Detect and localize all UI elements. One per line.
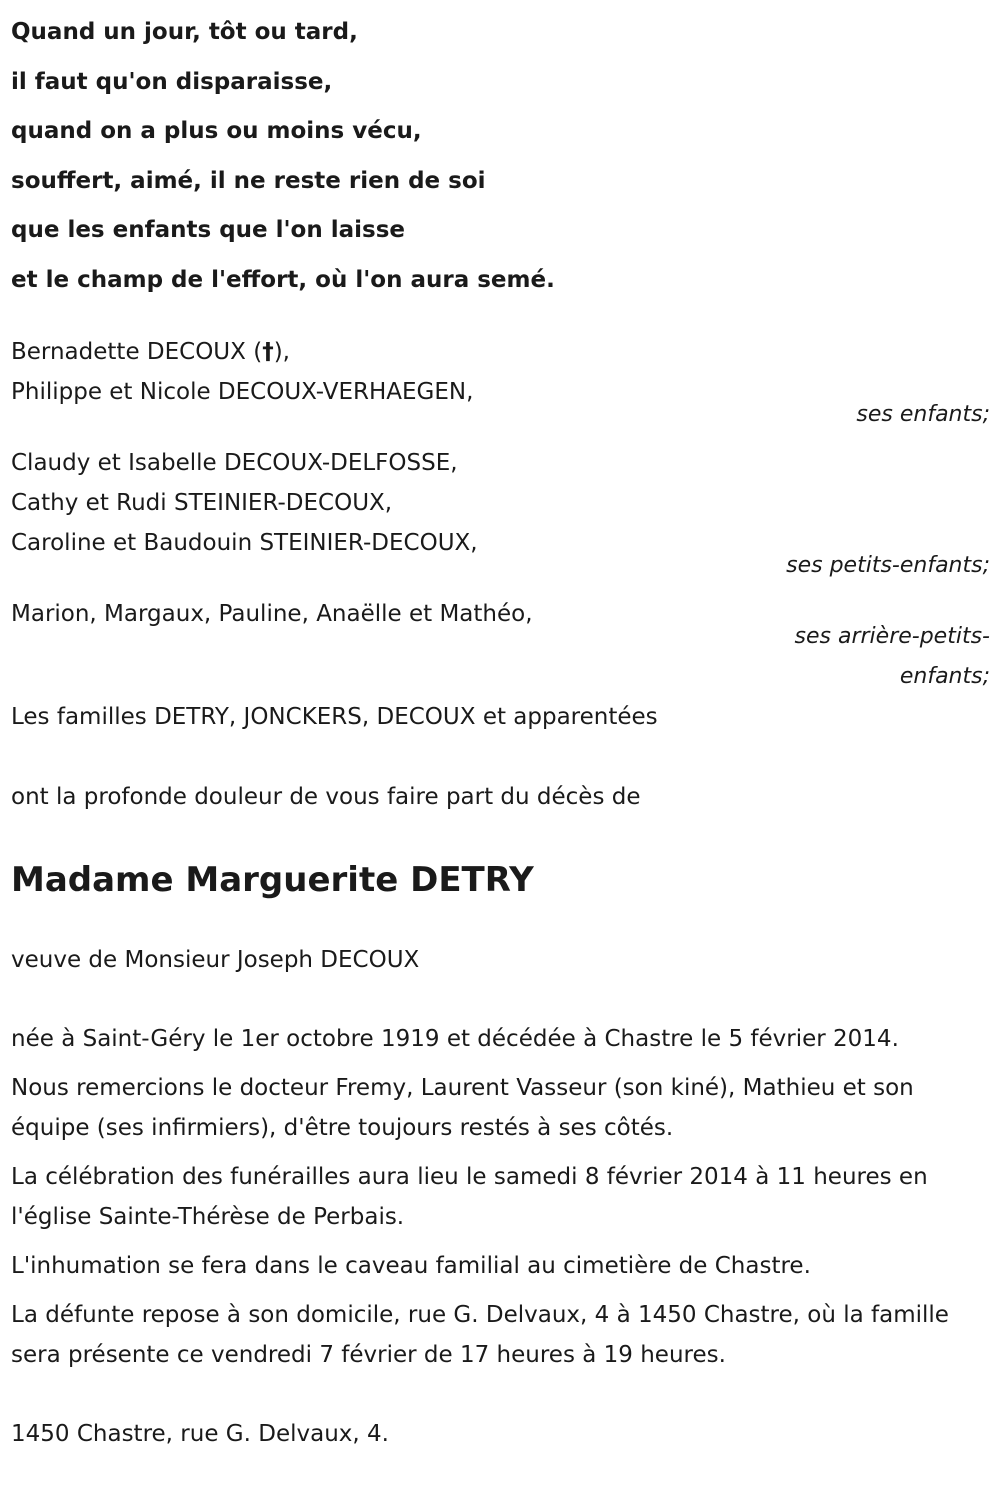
poem-line: quand on a plus ou moins vécu,: [11, 118, 422, 144]
announcement: ont la profonde douleur de vous faire part du décès de: [11, 784, 641, 810]
grandchild-line: Claudy et Isabelle DECOUX-DELFOSSE,: [11, 450, 458, 476]
widow-of: veuve de Monsieur Joseph DECOUX: [11, 947, 420, 973]
relation-line: ses arrière-petits-: [794, 624, 990, 649]
child-line: [11, 332, 990, 372]
relation-line: enfants;: [899, 664, 990, 689]
relation-children: ses enfants;: [856, 402, 990, 427]
family-list: [11, 332, 990, 737]
grandchildren-group: [11, 443, 990, 563]
birth-death: née à Saint-Géry le 1er octobre 1919 et décédée à Chastre le 5 février 2014.: [11, 1026, 899, 1052]
address: 1450 Chastre, rue G. Delvaux, 4.: [11, 1421, 389, 1447]
poem-line: et le champ de l'effort, où l'on aura semé.: [11, 266, 555, 293]
families-line: Les familles DETRY, JONCKERS, DECOUX et apparentées: [11, 704, 658, 730]
poem-line: souffert, aimé, il ne reste rien de soi: [11, 167, 486, 194]
relation-grandchildren: ses petits-enfants;: [786, 553, 990, 578]
burial-paragraph: L'inhumation se fera dans le caveau familial au cimetière de Chastre.: [11, 1253, 811, 1279]
child-line: Philippe et Nicole DECOUX-VERHAEGEN,: [11, 379, 474, 405]
poem-line: que les enfants que l'on laisse: [11, 217, 406, 243]
great-grandchild-line: Marion, Margaux, Pauline, Anaëlle et Mathéo,: [11, 601, 533, 627]
poem-line: Quand un jour, tôt ou tard,: [11, 19, 358, 45]
relation-great-grandchildren: [730, 617, 990, 697]
visitation-paragraph: La défunte repose à son domicile, rue G. Delvaux, 4 à 1450 Chastre, où la famille sera présente ce vendredi 7 février de 17 heures à 19 heures.: [11, 1302, 949, 1368]
child-name: Bernadette DECOUX (: [11, 339, 263, 365]
grandchild-line: Caroline et Baudouin STEINIER-DECOUX,: [11, 530, 478, 556]
funeral-paragraph: La célébration des funérailles aura lieu le samedi 8 février 2014 à 11 heures en l'église Sainte-Thérèse de Perbais.: [11, 1164, 928, 1230]
cross-icon: †: [262, 339, 274, 365]
thanks-paragraph: Nous remercions le docteur Fremy, Laurent Vasseur (son kiné), Mathieu et son équipe (ses infirmiers), d'être toujours restés à ses côtés.: [11, 1075, 914, 1141]
poem: [11, 0, 990, 305]
deceased-name: Madame Marguerite DETRY: [11, 860, 534, 900]
poem-line: il faut qu'on disparaisse,: [11, 68, 333, 95]
child-name-end: ),: [273, 339, 290, 365]
grandchild-line: Cathy et Rudi STEINIER-DECOUX,: [11, 490, 393, 516]
